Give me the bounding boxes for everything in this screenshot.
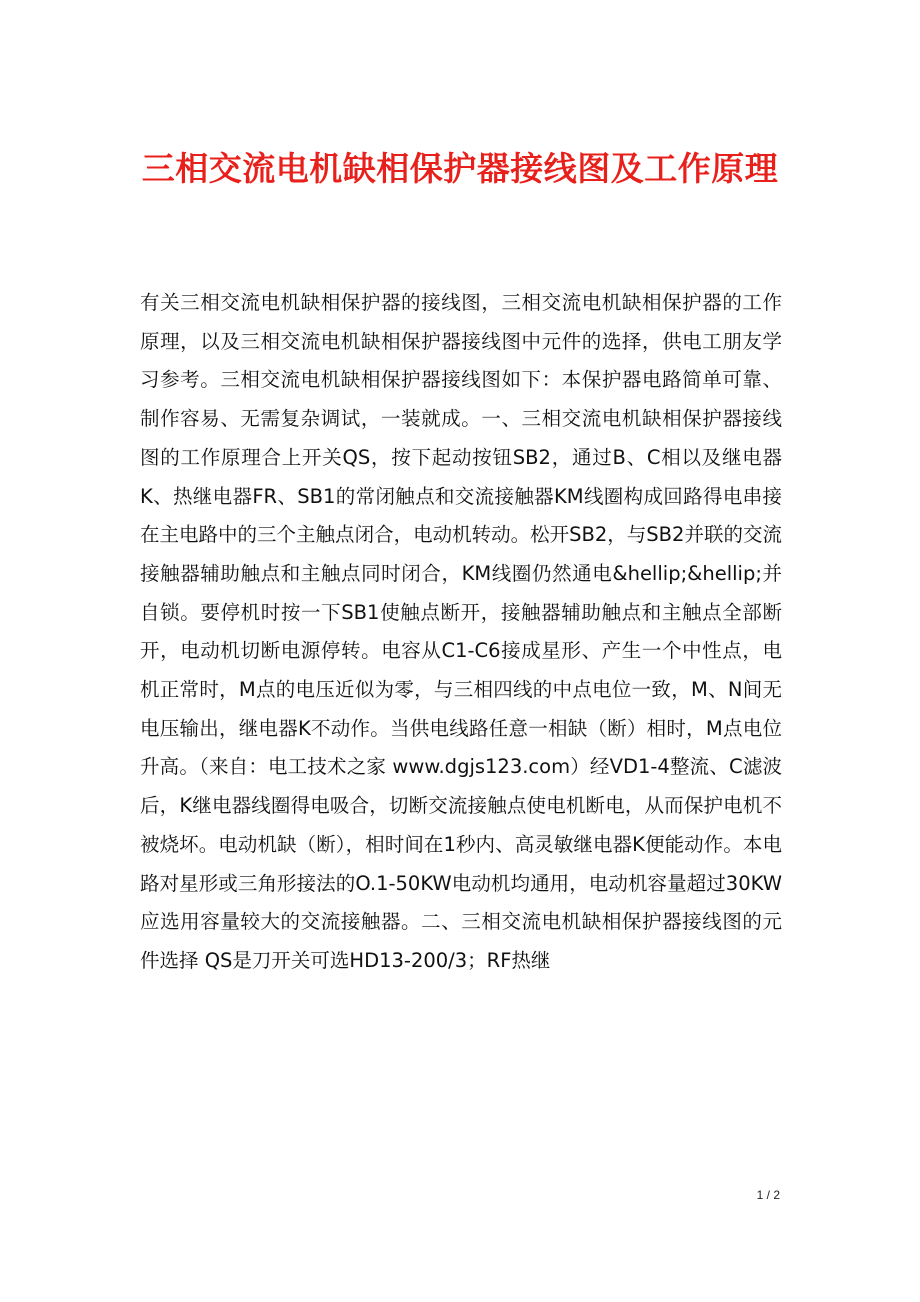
document-body: 有关三相交流电机缺相保护器的接线图，三相交流电机缺相保护器的工作原理，以及三相交流电机缺相保护器接线图中元件的选择，供电工朋友学习参考。三相交流电机缺相保护器接线图如下：本保护器电路简单可靠、制作容易、无需复杂调试，一装就成。一、三相交流电机缺相保护器接线图的工作原理合上开关QS，按下起动按钮SB2，通过B、C相以及继电器K、热继电器FR、SB1的常闭触点和交流接触器KM线圈构成回路得电串接在主电路中的三个主触点闭合，电动机转动。松开SB2，与SB2并联的交流接触器辅助触点和主触点同时闭合，KM线圈仍然通电&hellip;&hellip;并自锁。要停机时按一下SB1使触点断开，接触器辅助触点和主触点全部断开，电动机切断电源停转。电容从C1-C6接成星形、产生一个中性点，电机正常时，M点的电压近似为零，与三相四线的中点电位一致，M、N间无电压输出，继电器K不动作。当供电线路任意一相缺（断）相时，M点电位升高。（来自：电工技术之家 www.dgjs123.com）经VD1-4整流、C滤波后，K继电器线圈得电吸合，切断交流接触点使电机断电，从而保护电机不被烧坏。电动机缺（断），相时间在1秒内、高灵敏继电器K便能动作。本电路对星形或三角形接法的O.1-50KW电动机均通用，电动机容量超过30KW应选用容量较大的交流接触器。二、三相交流电机缺相保护器接线图的元件选择 QS是刀开关可选HD13-200/3；RF热继: [140, 291, 782, 972]
page-number: 1 / 2: [756, 1188, 780, 1202]
document-title: 三相交流电机缺相保护器接线图及工作原理: [141, 149, 779, 188]
